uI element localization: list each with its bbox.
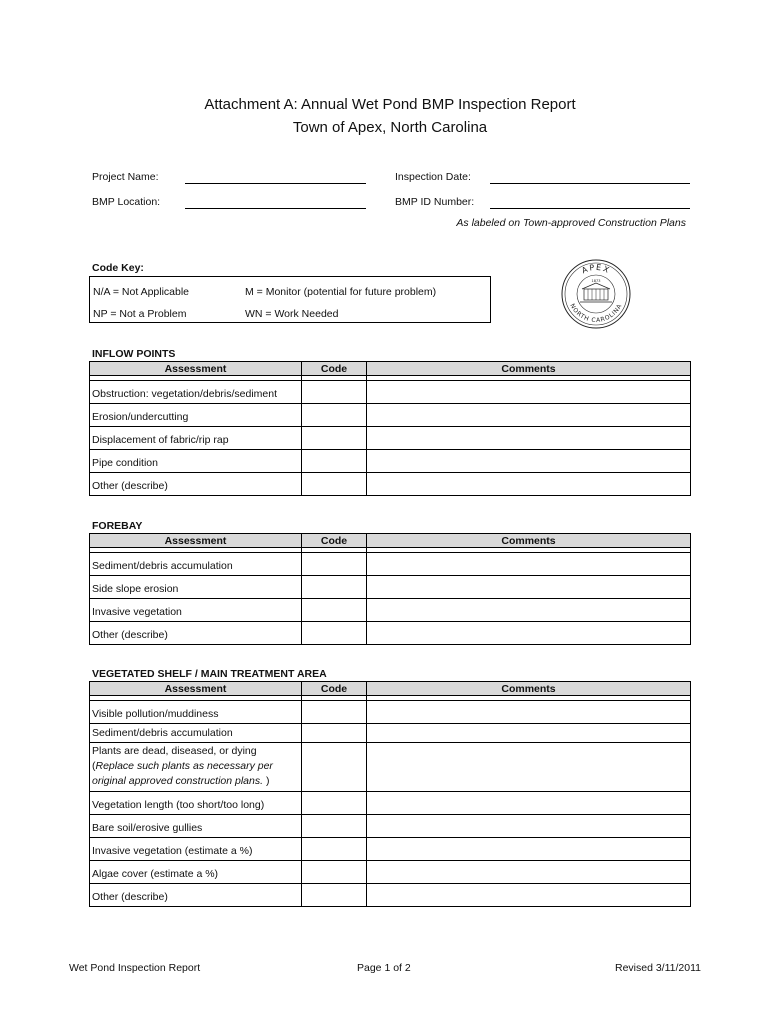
code-cell[interactable] [302, 473, 367, 496]
comments-cell[interactable] [367, 381, 691, 404]
inspection-date-label: Inspection Date: [395, 171, 471, 183]
code-cell[interactable] [302, 427, 367, 450]
table-row [90, 724, 691, 743]
footer-left: Wet Pond Inspection Report [69, 962, 201, 974]
comments-cell[interactable] [367, 838, 691, 861]
comments-cell[interactable] [367, 553, 691, 576]
code-cell[interactable] [302, 861, 367, 884]
code-cell[interactable] [302, 815, 367, 838]
assessment-cell: Invasive vegetation [90, 599, 302, 622]
assessment-cell: Other (describe) [90, 884, 302, 907]
code-cell[interactable] [302, 450, 367, 473]
assessment-header: Assessment [90, 362, 302, 376]
code-key-wn: WN = Work Needed [245, 308, 339, 320]
bmp-location-label: BMP Location: [92, 196, 161, 208]
comments-cell[interactable] [367, 404, 691, 427]
table-header-row [90, 362, 691, 376]
table-row [90, 553, 691, 576]
assessment-cell: Other (describe) [90, 622, 302, 645]
shelf-table [89, 681, 691, 907]
code-header: Code [302, 534, 367, 548]
table-header-row [90, 682, 691, 696]
code-cell[interactable] [302, 553, 367, 576]
comments-cell[interactable] [367, 701, 691, 724]
table-row [90, 404, 691, 427]
comments-cell[interactable] [367, 724, 691, 743]
assessment-cell: Erosion/undercutting [90, 404, 302, 427]
table-row [90, 701, 691, 724]
project-name-field[interactable] [185, 183, 366, 184]
comments-cell[interactable] [367, 473, 691, 496]
page-subtitle: Town of Apex, North Carolina [292, 119, 488, 136]
comments-header: Comments [367, 682, 691, 696]
assessment-cell: Pipe condition [90, 450, 302, 473]
code-key-box [89, 276, 491, 323]
assessment-cell: Visible pollution/muddiness [90, 701, 302, 724]
code-key-title: Code Key: [92, 262, 144, 274]
table-row [90, 861, 691, 884]
plants-row-label: Plants are dead, diseased, or dying [92, 745, 257, 757]
table-row [90, 743, 691, 792]
comments-header: Comments [367, 362, 691, 376]
code-key-np: NP = Not a Problem [93, 308, 187, 320]
assessment-cell: Sediment/debris accumulation [90, 724, 302, 743]
table-row [90, 450, 691, 473]
code-cell[interactable] [302, 576, 367, 599]
assessment-cell: Vegetation length (too short/too long) [90, 792, 302, 815]
assessment-cell: Sediment/debris accumulation [90, 553, 302, 576]
town-seal-icon [560, 258, 632, 330]
table-row [90, 473, 691, 496]
code-cell[interactable] [302, 884, 367, 907]
plants-row-note: (Replace such plants as necessary per original approved construction plans. ) [92, 760, 273, 787]
code-cell[interactable] [302, 404, 367, 427]
bmp-id-label: BMP ID Number: [395, 196, 475, 208]
svg-text:NORTH CAROLINA [568, 303, 623, 325]
plants-row-note-italic: Replace such plants as necessary per original approved construction plans. [92, 760, 273, 787]
page-title: Attachment A: Annual Wet Pond BMP Inspection Report [204, 96, 576, 113]
comments-cell[interactable] [367, 743, 691, 792]
comments-cell[interactable] [367, 427, 691, 450]
assessment-cell: Bare soil/erosive gullies [90, 815, 302, 838]
table-row [90, 815, 691, 838]
comments-cell[interactable] [367, 576, 691, 599]
comments-cell[interactable] [367, 861, 691, 884]
comments-cell[interactable] [367, 599, 691, 622]
assessment-cell: Displacement of fabric/rip rap [90, 427, 302, 450]
comments-cell[interactable] [367, 884, 691, 907]
bmp-location-field[interactable] [185, 208, 366, 209]
assessment-header: Assessment [90, 534, 302, 548]
footer-page-number: Page 1 of 2 [357, 962, 411, 974]
assessment-cell [90, 743, 302, 792]
table-header-row [90, 534, 691, 548]
comments-cell[interactable] [367, 450, 691, 473]
code-header: Code [302, 362, 367, 376]
code-cell[interactable] [302, 838, 367, 861]
assessment-cell: Algae cover (estimate a %) [90, 861, 302, 884]
bmp-id-field[interactable] [490, 208, 690, 209]
code-cell[interactable] [302, 724, 367, 743]
seal-top-text: APEX [580, 262, 612, 276]
forebay-table [89, 533, 691, 645]
inspection-date-field[interactable] [490, 183, 690, 184]
code-header: Code [302, 682, 367, 696]
table-row [90, 792, 691, 815]
table-row [90, 576, 691, 599]
code-cell[interactable] [302, 381, 367, 404]
footer-revised: Revised 3/11/2011 [614, 962, 701, 974]
inflow-section-title: INFLOW POINTS [92, 348, 176, 360]
table-row [90, 427, 691, 450]
shelf-section-title: VEGETATED SHELF / MAIN TREATMENT AREA [92, 668, 327, 680]
assessment-cell: Invasive vegetation (estimate a %) [90, 838, 302, 861]
code-cell[interactable] [302, 701, 367, 724]
code-cell[interactable] [302, 743, 367, 792]
comments-cell[interactable] [367, 815, 691, 838]
seal-year: 1873 [591, 279, 601, 283]
table-row [90, 599, 691, 622]
comments-cell[interactable] [367, 792, 691, 815]
table-row [90, 884, 691, 907]
assessment-cell: Obstruction: vegetation/debris/sediment [90, 381, 302, 404]
assessment-header: Assessment [90, 682, 302, 696]
code-cell[interactable] [302, 599, 367, 622]
table-row [90, 622, 691, 645]
code-key-m: M = Monitor (potential for future problem) [245, 286, 437, 298]
project-name-label: Project Name: [92, 171, 159, 183]
code-cell[interactable] [302, 622, 367, 645]
inflow-table [89, 361, 691, 496]
comments-cell[interactable] [367, 622, 691, 645]
code-key-na: N/A = Not Applicable [93, 286, 190, 298]
assessment-cell: Side slope erosion [90, 576, 302, 599]
table-row [90, 381, 691, 404]
table-row [90, 838, 691, 861]
code-cell[interactable] [302, 792, 367, 815]
assessment-cell: Other (describe) [90, 473, 302, 496]
bmp-id-note: As labeled on Town-approved Construction Plans [456, 217, 686, 229]
forebay-section-title: FOREBAY [92, 520, 143, 532]
seal-bottom-text: NORTH CAROLINA [568, 302, 624, 325]
comments-header: Comments [367, 534, 691, 548]
